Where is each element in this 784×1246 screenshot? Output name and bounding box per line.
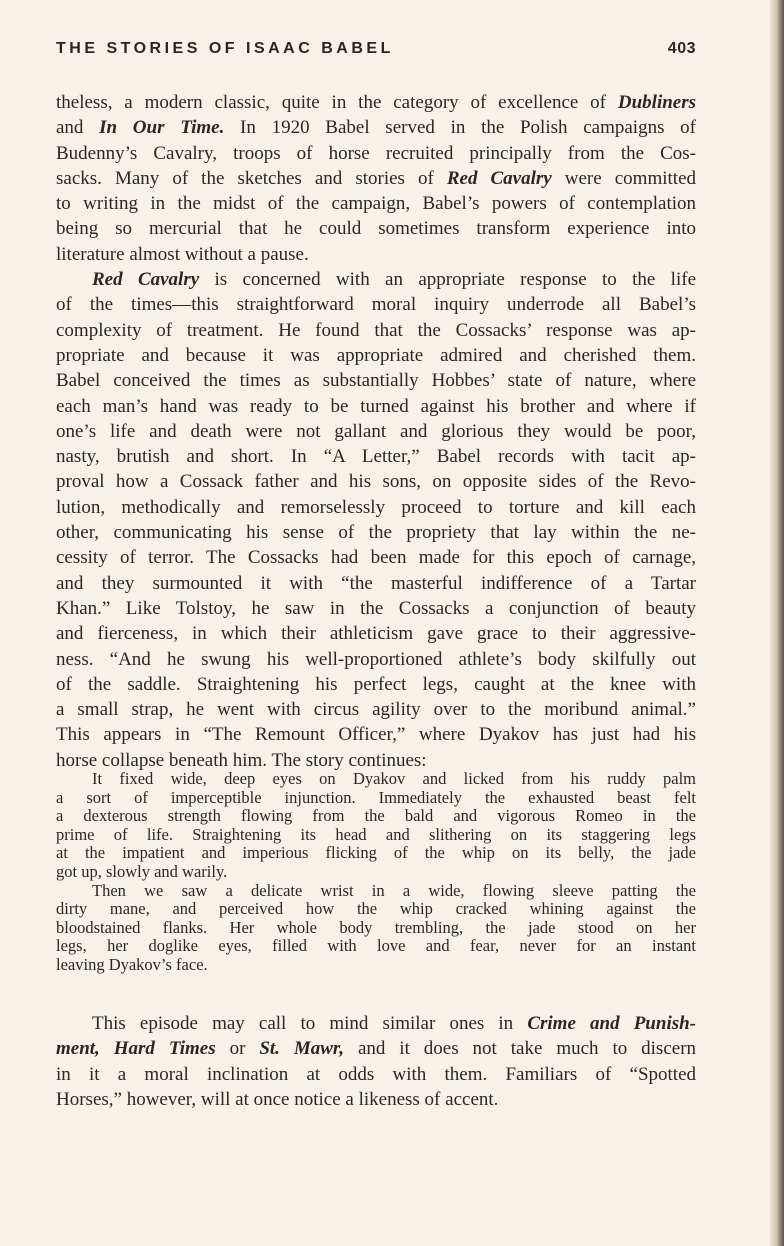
text-line: lution, methodically and remorselessly proceed to torture and kill each xyxy=(56,496,696,518)
text-line: ment, Hard Times or St. Mawr, and it does not take much to discern xyxy=(56,1038,697,1060)
text-line: of the saddle. Straightening his perfect legs, caught at the knee with xyxy=(56,673,696,695)
text-line: literature almost without a pause. xyxy=(56,243,309,265)
text-line: one’s life and death were not gallant and glorious they would be poor, xyxy=(56,420,696,442)
text-line: and they surmounted it with “the masterful indifference of a Tartar xyxy=(56,572,696,594)
italic-title: St. Mawr, xyxy=(259,1038,345,1060)
quote-line: legs, her doglike eyes, filled with love and fear, never for an instant xyxy=(56,936,696,956)
text-line: Red Cavalry is concerned with an appropriate response to the life xyxy=(92,269,696,291)
text-line: complexity of treatment. He found that the Cossacks’ response was ap- xyxy=(56,319,696,341)
italic-title: Red Cavalry xyxy=(446,167,552,189)
running-head xyxy=(56,40,696,64)
italic-title: Red Cavalry xyxy=(92,269,200,291)
page-number: 403 xyxy=(667,40,696,57)
quote-line: a sort of imperceptible injunction. Immediately the exhausted beast felt xyxy=(56,787,696,807)
text-line: sacks. Many of the sketches and stories of Red Cavalry were committed xyxy=(56,167,696,189)
text-line: ness. “And he swung his well-proportioned athlete’s body skilfully out xyxy=(56,648,696,670)
text-line: theless, a modern classic, quite in the category of excellence of Dubliners xyxy=(56,92,697,113)
text-line: a small strap, he went with circus agility over to the moribund animal.” xyxy=(56,699,696,721)
quote-line: bloodstained flanks. Her whole body trembling, the jade stood on her xyxy=(56,917,696,937)
body-paragraphs xyxy=(56,90,696,773)
text-line: cessity of terror. The Cossacks had been made for this epoch of carnage, xyxy=(56,547,696,569)
text-line: propriate and because it was appropriate admired and cherished them. xyxy=(56,344,696,366)
text-line: horse collapse beneath him. The story continues: xyxy=(56,749,427,771)
quote-line: got up, slowly and warily. xyxy=(56,861,228,881)
text-line: proval how a Cossack father and his sons, on opposite sides of the Revo- xyxy=(56,471,696,493)
text-line: and In Our Time. In 1920 Babel served in the Polish campaigns of xyxy=(56,117,696,139)
quote-line: Then we saw a delicate wrist in a wide, flowing sleeve patting the xyxy=(92,880,696,900)
text-line: in it a moral inclination at odds with them. Familiars of “Spotted xyxy=(56,1063,696,1085)
quote-line: prime of life. Straightening its head and slithering on its staggering legs xyxy=(56,824,696,844)
text-line: Budenny’s Cavalry, troops of horse recruited principally from the Cos- xyxy=(56,142,696,164)
block-quote xyxy=(56,770,696,975)
text-line: each man’s hand was ready to be turned against his brother and where if xyxy=(56,395,696,417)
quote-line: dirty mane, and perceived how the whip cracked whining against the xyxy=(56,899,696,919)
italic-title: Dubliners xyxy=(617,92,697,113)
text-line: being so mercurial that he could sometimes transform experience into xyxy=(56,218,696,240)
text-line: to writing in the midst of the campaign, Babel’s powers of contemplation xyxy=(56,193,696,215)
page-edge-shadow xyxy=(770,0,784,1246)
italic-title: Crime and Punish- xyxy=(527,1013,697,1034)
quote-line: at the impatient and imperious flicking of the whip on its belly, the jade xyxy=(56,843,696,863)
text-line: of the times—this straightforward moral inquiry underrode all Babel’s xyxy=(56,294,696,316)
text-line: nasty, brutish and short. In “A Letter,” Babel records with tacit ap- xyxy=(56,446,696,468)
text-line: This appears in “The Remount Officer,” where Dyakov has just had his xyxy=(56,724,696,746)
text-line: Khan.” Like Tolstoy, he saw in the Cossacks a conjunction of beauty xyxy=(56,597,696,619)
quote-line: It fixed wide, deep eyes on Dyakov and licked from his ruddy palm xyxy=(92,769,696,788)
quote-line: a dexterous strength flowing from the bald and vigorous Romeo in the xyxy=(56,806,696,826)
quote-line: leaving Dyakov’s face. xyxy=(56,954,208,974)
italic-title: In Our Time. xyxy=(99,117,225,139)
closing-paragraph xyxy=(56,1011,696,1112)
italic-title: ment, Hard Times xyxy=(56,1038,216,1060)
text-line: Horses,” however, will at once notice a likeness of accent. xyxy=(56,1088,499,1110)
running-title: THE STORIES OF ISAAC BABEL xyxy=(56,40,394,57)
text-line: other, communicating his sense of the propriety that lay within the ne- xyxy=(56,522,696,544)
text-line: This episode may call to mind similar ones in Crime and Punish- xyxy=(92,1013,697,1034)
text-line: and fierceness, in which their athleticism gave grace to their aggressive- xyxy=(56,623,696,645)
text-line: Babel conceived the times as substantially Hobbes’ state of nature, where xyxy=(56,370,696,392)
